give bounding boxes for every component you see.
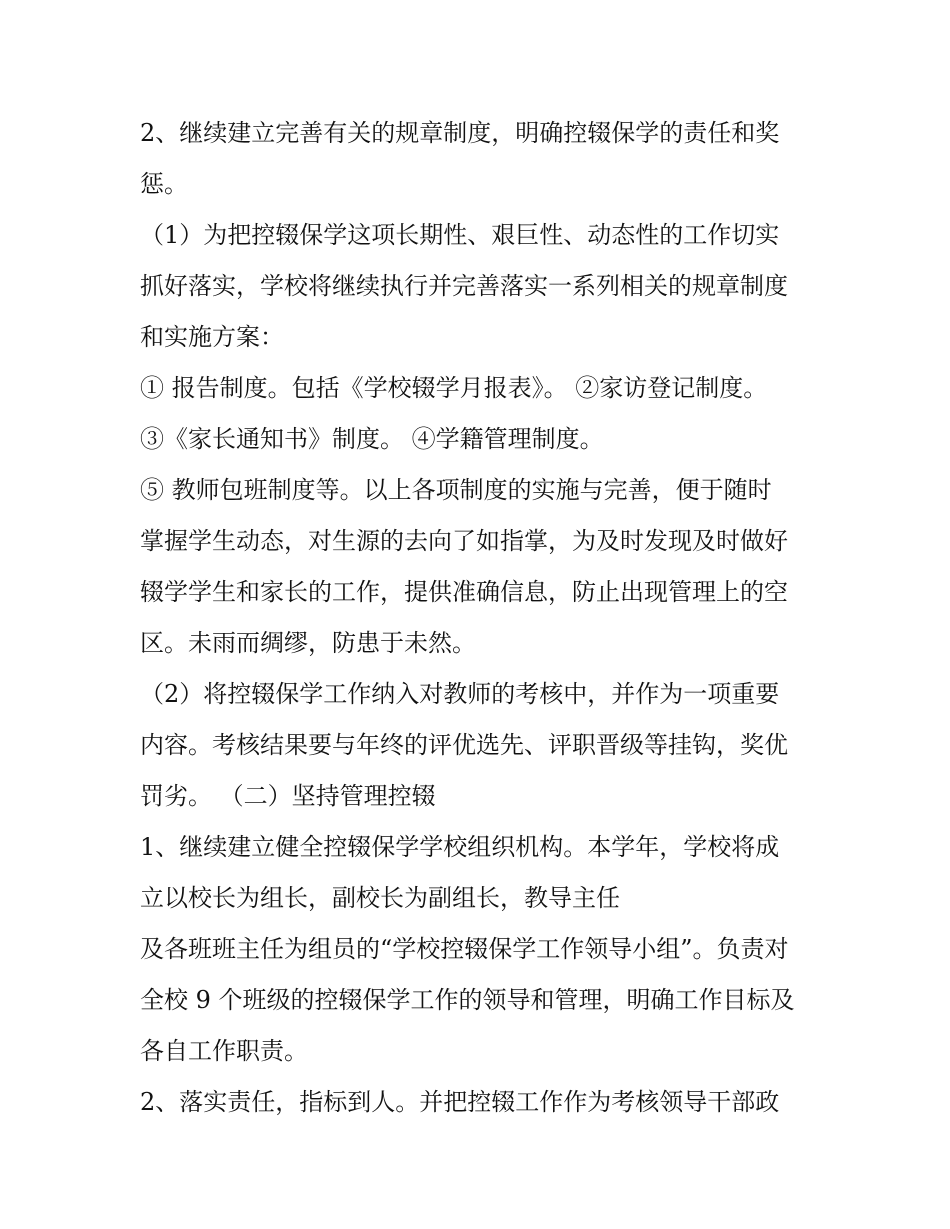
text-line: 2、落实责任，指标到人。并把控辍工作作为考核领导干部政	[140, 1088, 780, 1116]
text-line: ⑤ 教师包班制度等。以上各项制度的实施与完善，便于随时	[140, 476, 772, 504]
text-line: 全校 9 个班级的控辍保学工作的领导和管理，明确工作目标及	[140, 986, 795, 1014]
text-line: （1）为把控辍保学这项长期性、艰巨性、动态性的工作切实	[140, 221, 780, 249]
text-line: ① 报告制度。包括《学校辍学月报表》。 ②家访登记制度。	[140, 374, 768, 402]
text-line: 惩。	[140, 170, 188, 198]
text-line: 掌握学生动态，对生源的去向了如指掌，为及时发现及时做好	[140, 527, 788, 555]
text-line: 及各班班主任为组员的“学校控辍保学工作领导小组”。负责对	[140, 935, 789, 963]
text-line: （2）将控辍保学工作纳入对教师的考核中，并作为一项重要	[140, 680, 780, 708]
text-line: 抓好落实，学校将继续执行并完善落实一系列相关的规章制度	[140, 272, 788, 300]
text-line: ③《家长通知书》制度。 ④学籍管理制度。	[140, 425, 604, 453]
text-line: 和实施方案：	[140, 323, 284, 351]
text-line: 辍学学生和家长的工作，提供准确信息，防止出现管理上的空	[140, 578, 788, 606]
document-body	[140, 108, 830, 1128]
text-line: 1、继续建立健全控辍保学学校组织机构。本学年，学校将成	[140, 833, 780, 861]
text-line: 内容。考核结果要与年终的评优选先、评职晋级等挂钩，奖优	[140, 731, 788, 759]
text-line: 区。未雨而绸缪，防患于未然。	[140, 629, 476, 657]
text-line: 立以校长为组长，副校长为副组长，教导主任	[140, 884, 620, 912]
text-line: 2、继续建立完善有关的规章制度，明确控辍保学的责任和奖	[140, 119, 780, 147]
text-line: 各自工作职责。	[140, 1037, 308, 1065]
text-line: 罚劣。 （二）坚持管理控辍	[140, 782, 436, 810]
